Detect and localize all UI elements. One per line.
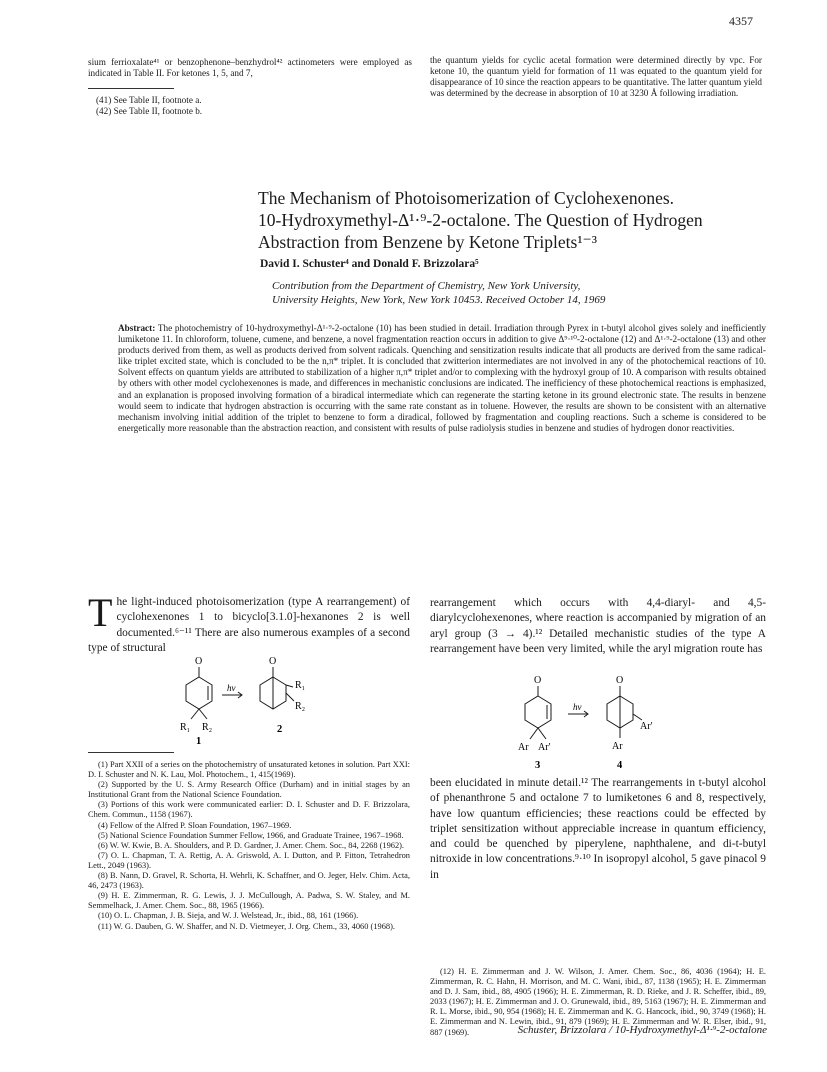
reference-8: (8) B. Nann, D. Gravel, R. Schorta, H. Wehrli, K. Schaffner, and O. Jeger, Helv. Chim. Acta, 46, 2473 (1963).: [88, 871, 410, 891]
compound-4-label: 4: [617, 760, 623, 771]
continued-text-left: [88, 57, 412, 117]
abstract-text: The photochemistry of 10-hydroxymethyl-Δ¹·⁹-2-octalone (10) has been studied in detail. Irradiation through Pyrex in t-butyl alcohol gives solely and inefficiently lumiketone 11. In chloroform, toluene, cumene, and benzene, a novel fragmentation reaction occurs in addition to give Δ⁹·¹⁰-2-octalone (12) and Δ¹·⁹-2-octalone (13) and other products derived from them, as well as products derived from solvent radicals. Quenching and sensitization results indicate that all products are derived from the same radical-like triplet excited state, which is concluded to be the n,π* triplet. It is concluded that zwitterion intermediates are not involved in any of the photochemical reactions of 10. Solvent effects on quantum yields are attributed to stabilization of a higher π,π* triplet and/or to complexing with the hydroxyl group of 10. A comparison with results obtained by others with other model cyclohexenones is made, and differences in mechanistic conclusions are indicated. The inefficiency of these photochemical reactions is emphasized, and an explanation is proposed involving formation of a biradical intermediate which can regenerate the starting ketone in its ground electronic state. The results in benzene would seem to indicate that hydrogen abstraction is occurring with the same rate constant as in toluene. However, the results are shown to be consistent with an alternative mechanism involving initial addition of the triplet to benzene to form a diradical, followed by fragmentation and coupling reactions. Such a scheme is considered to be energetically more reasonable than the abstraction reaction, and consistent with results of pulse radiolysis studies in benzene and studies of hydrogen donor reactivities.: [118, 323, 766, 433]
footnote-41: (41) See Table II, footnote a.: [96, 95, 202, 105]
oxygen-label: O: [195, 656, 203, 667]
references-left: [88, 760, 410, 932]
oxygen-label: O: [534, 675, 542, 686]
reference-1: (1) Part XXII of a series on the photochemistry of unsaturated ketones in solution. Part XXI: D. I. Schuster and N. K. Lau, Mol. Photochem., 1, 415(1969).: [88, 760, 410, 780]
product-r2-label: R₂: [295, 701, 306, 712]
title-line-1: The Mechanism of Photoisomerization of Cyclohexenones.: [258, 188, 675, 208]
product-ar-prime-label: Ar′: [640, 721, 653, 732]
ar-label: Ar: [518, 742, 529, 753]
product-r2-bond: [286, 693, 294, 701]
affiliation-line-2: University Heights, New York, New York 10453. Received October 14, 1969: [272, 294, 606, 306]
r1-label: R₁: [180, 722, 191, 733]
reference-4: (4) Fellow of the Alfred P. Sloan Foundation, 1967–1969.: [98, 820, 292, 830]
reference-3: (3) Portions of this work were communicated earlier: D. I. Schuster and D. F. Brizzolara, Chem. Commun., 1158 (1967).: [88, 800, 410, 820]
reference-9: (9) H. E. Zimmerman, R. G. Lewis, J. J. McCullough, A. Padwa, S. W. Staley, and M. Semmelhack, J. Amer. Chem. Soc., 88, 1965 (1966).: [88, 891, 410, 911]
intro-text: he light-induced photoisomerization (type A rearrangement) of cyclohexenones 1 to bicyclo[3.1.0]-hexanones 2 is well documented.⁶⁻¹¹ There are also numerous examples of a second type of structural: [88, 596, 410, 654]
reference-5: (5) National Science Foundation Summer Fellow, 1966, and Graduate Trainee, 1967–1968.: [98, 830, 404, 840]
reference-6: (6) W. W. Kwie, B. A. Shoulders, and P. D. Gardner, J. Amer. Chem. Soc., 84, 2268 (1962).: [98, 840, 405, 850]
ar-prime-bond: [538, 728, 546, 739]
title-line-2: 10-Hydroxymethyl-Δ¹·⁹-2-octalone. The Question of Hydrogen: [258, 210, 703, 230]
reference-2: (2) Supported by the U. S. Army Research Office (Durham) and in initial stages by an Institutional Grant from the National Science Foundation.: [88, 780, 410, 800]
ar-bond: [530, 728, 538, 739]
abstract: [118, 323, 766, 434]
article-title: [258, 187, 768, 253]
continued-paragraph: the quantum yields for cyclic acetal formation were determined directly by vpc. For ketone 10, the quantum yield for formation of 11 was equated to the quantum yield for disappearance of 10 since the reaction appears to be quantitative. The latter quantum yield was determined by the decrease in absorption of 10 at 3230 Å following irradiation.: [430, 55, 762, 98]
reference-10: (10) O. L. Chapman, J. B. Sieja, and W. J. Welstead, Jr., ibid., 88, 161 (1966).: [98, 911, 359, 921]
r1-bond: [191, 709, 199, 719]
right-paragraph-top: rearrangement which occurs with 4,4-diaryl- and 4,5-diarylcyclohexenones, where reaction is accompanied by migration of an aryl group (3 → 4).¹² Detailed mechanistic studies of the type A rearrangement have been very limited, while the aryl migration route has: [430, 597, 766, 655]
product-ar-prime-bond: [633, 714, 642, 720]
scheme-1-cyclohexenone-to-bicyclohexanone: [170, 653, 320, 749]
reference-7: (7) O. L. Chapman, T. A. Rettig, A. A. Griswold, A. I. Dutton, and P. Fitton, Tetrahedron Lett., 2049 (1963).: [88, 850, 410, 870]
reference-11: (11) W. G. Dauben, G. W. Shaffer, and N. D. Vietmeyer, J. Org. Chem., 33, 4060 (1968).: [98, 921, 395, 931]
compound-3-label: 3: [535, 760, 541, 771]
authors: David I. Schuster⁴ and Donald F. Brizzolara⁵: [260, 258, 479, 270]
hv-label: hν: [573, 702, 582, 712]
continued-text-right: [430, 55, 762, 99]
title-line-3: Abstraction from Benzene by Ketone Triplets¹⁻³: [258, 232, 598, 252]
drop-cap: T: [88, 590, 113, 635]
footnote-42: (42) See Table II, footnote b.: [96, 106, 203, 116]
product-ar-label: Ar: [612, 741, 623, 752]
affiliation-line-1: Contribution from the Department of Chemistry, New York University,: [272, 280, 581, 292]
ar-prime-label: Ar′: [538, 742, 551, 753]
page-number: 4357: [729, 14, 753, 28]
compound-2-label: 2: [277, 724, 283, 735]
product-r1-label: R₁: [295, 680, 306, 691]
references-rule: [88, 752, 174, 753]
running-footer: Schuster, Brizzolara / 10-Hydroxymethyl-Δ¹·⁹-2-octalone: [517, 1024, 767, 1036]
r2-bond: [199, 709, 207, 719]
continued-paragraph: sium ferrioxalate⁴¹ or benzophenone–benzhydrol⁴² actinometers were employed as indicated in Table II. For ketones 1, 5, and 7,: [88, 57, 412, 78]
r2-label: R₂: [202, 722, 213, 733]
intro-paragraph: [88, 590, 410, 656]
affiliation: [272, 279, 772, 307]
abstract-label: Abstract:: [118, 323, 156, 333]
reference-12: (12) H. E. Zimmerman and J. W. Wilson, J. Amer. Chem. Soc., 86, 4036 (1964); H. E. Zimmerman, R. C. Hahn, H. Morrison, and M. C. Wani, ibid., 87, 1138 (1965); H. E. Zimmerman and D. J. Sam, ibid., 88, 4905 (1966); H. E. Zimmerman, R. D. Rieke, and J. R. Scheffer, ibid., 89, 2033 (1967); H. E. Zimmerman and J. O. Grunewald, ibid., 89, 5163 (1967); H. E. Zimmerman and R. L. Morse, ibid., 90, 954 (1968); H. E. Zimmerman and K. G. Hancock, ibid., 90, 3749 (1968); H. E. Zimmerman and N. Lewin, ibid., 91, 879 (1969); H. E. Zimmerman and W. R. Elser, ibid., 91, 887 (1969).: [430, 967, 766, 1037]
compound-1-label: 1: [196, 736, 202, 747]
product-r1-bond: [286, 685, 293, 687]
right-paragraph-mid: been elucidated in minute detail.¹² The rearrangements in t-butyl alcohol of phenanthrone 5 and octalone 7 to lumiketones 6 and 8, respectively, have low quantum efficiencies; these reactions could be effected by triplet sensitization without appreciable increase in quantum efficiency, and could be quenched by piperylene, naphthalene, and di-t-butyl nitroxide in low concentrations.⁹·¹⁰ In isopropyl alcohol, 5 gave pinacol 9 in: [430, 777, 766, 881]
hv-label: hν: [227, 683, 236, 693]
footnote-rule: [88, 88, 174, 89]
product-oxygen-label: O: [269, 656, 277, 667]
scheme-2-aryl-migration: [498, 672, 658, 774]
product-oxygen-label: O: [616, 675, 624, 686]
